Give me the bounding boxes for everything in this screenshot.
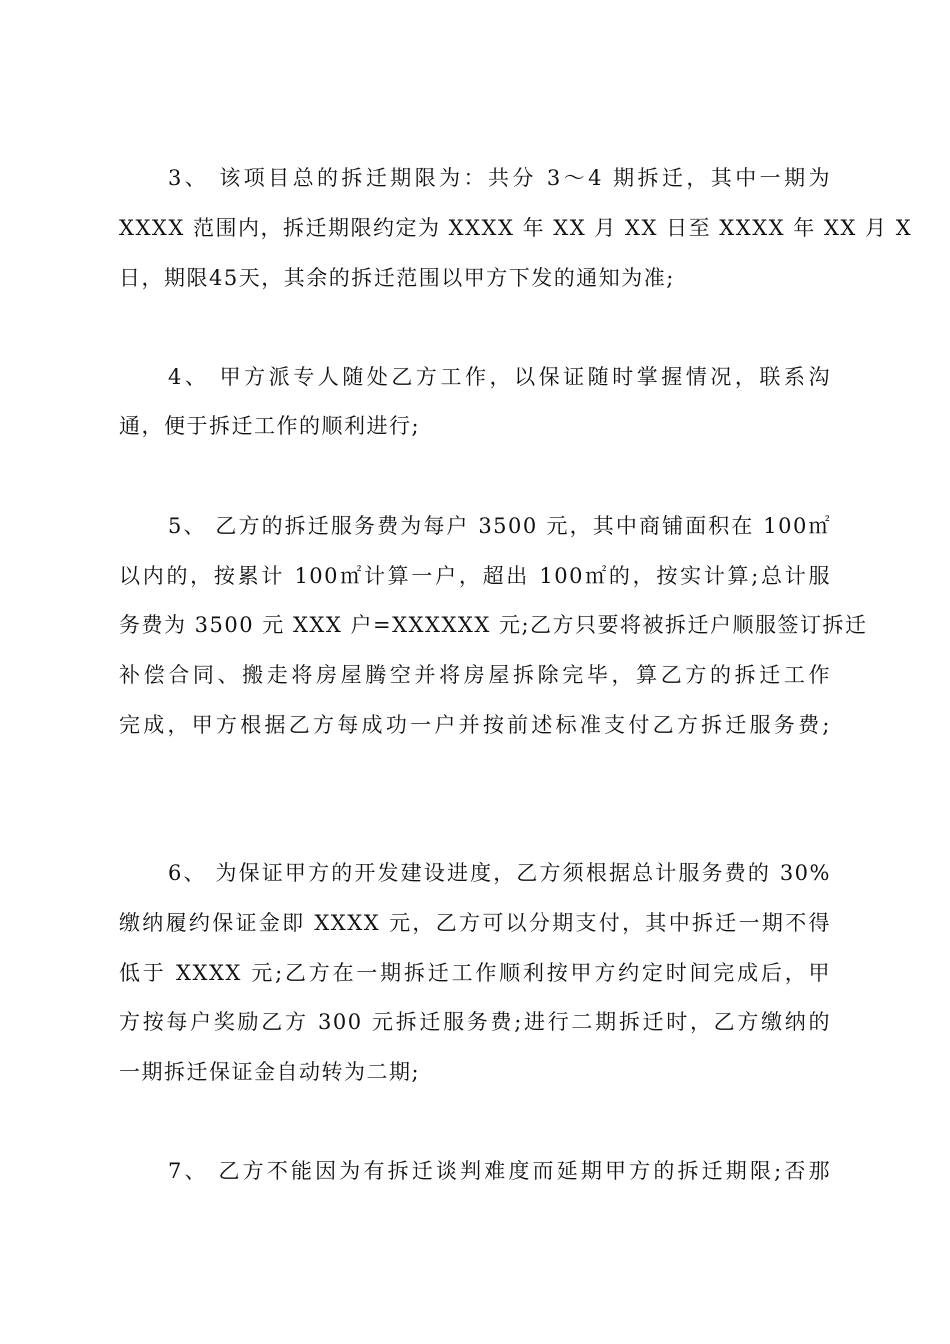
paragraph-5-line-2: 以内的，按累计 100㎡计算一户，超出 100㎡的，按实计算;总计服 [119, 564, 831, 588]
paragraph-6-line-5: 一期拆迁保证金自动转为二期; [119, 1060, 421, 1084]
paragraph-5-line-4: 补偿合同、搬走将房屋腾空并将房屋拆除完毕，算乙方的拆迁工作 [119, 663, 831, 687]
paragraph-6-line-4: 方按每户奖励乙方 300 元拆迁服务费;进行二期拆迁时，乙方缴纳的 [119, 1010, 831, 1034]
paragraph-4-line-1: 4、 甲方派专人随处乙方工作，以保证随时掌握情况，联系沟 [168, 365, 831, 389]
paragraph-6-line-2: 缴纳履约保证金即 XXXX 元，乙方可以分期支付，其中拆迁一期不得 [119, 911, 831, 935]
paragraph-7-line-1: 7、 乙方不能因为有拆迁谈判难度而延期甲方的拆迁期限;否那 [168, 1159, 831, 1183]
paragraph-5-line-1: 5、 乙方的拆迁服务费为每户 3500 元，其中商铺面积在 100㎡ [168, 514, 831, 538]
paragraph-3-line-2: XXXX 范围内，拆迁期限约定为 XXXX 年 XX 月 XX 日至 XXXX 年 XX 月 X [119, 216, 913, 240]
paragraph-5-line-3: 务费为 3500 元 XXX 户=XXXXXX 元;乙方只要将被拆迁户顺服签订拆迁 [119, 613, 868, 637]
paragraph-6-line-1: 6、 为保证甲方的开发建设进度，乙方须根据总计服务费的 30% [168, 861, 831, 885]
paragraph-3-line-3: 日，期限45天，其余的拆迁范围以甲方下发的通知为准; [119, 266, 675, 290]
paragraph-6-line-3: 低于 XXXX 元;乙方在一期拆迁工作顺利按甲方约定时间完成后，甲 [119, 961, 831, 985]
paragraph-4-line-2: 通，便于拆迁工作的顺利进行; [119, 414, 421, 438]
paragraph-3-line-1: 3、 该项目总的拆迁期限为：共分 3～4 期拆迁，其中一期为 [168, 166, 831, 190]
paragraph-5-line-5: 完成，甲方根据乙方每成功一户并按前述标准支付乙方拆迁服务费; [119, 713, 831, 737]
